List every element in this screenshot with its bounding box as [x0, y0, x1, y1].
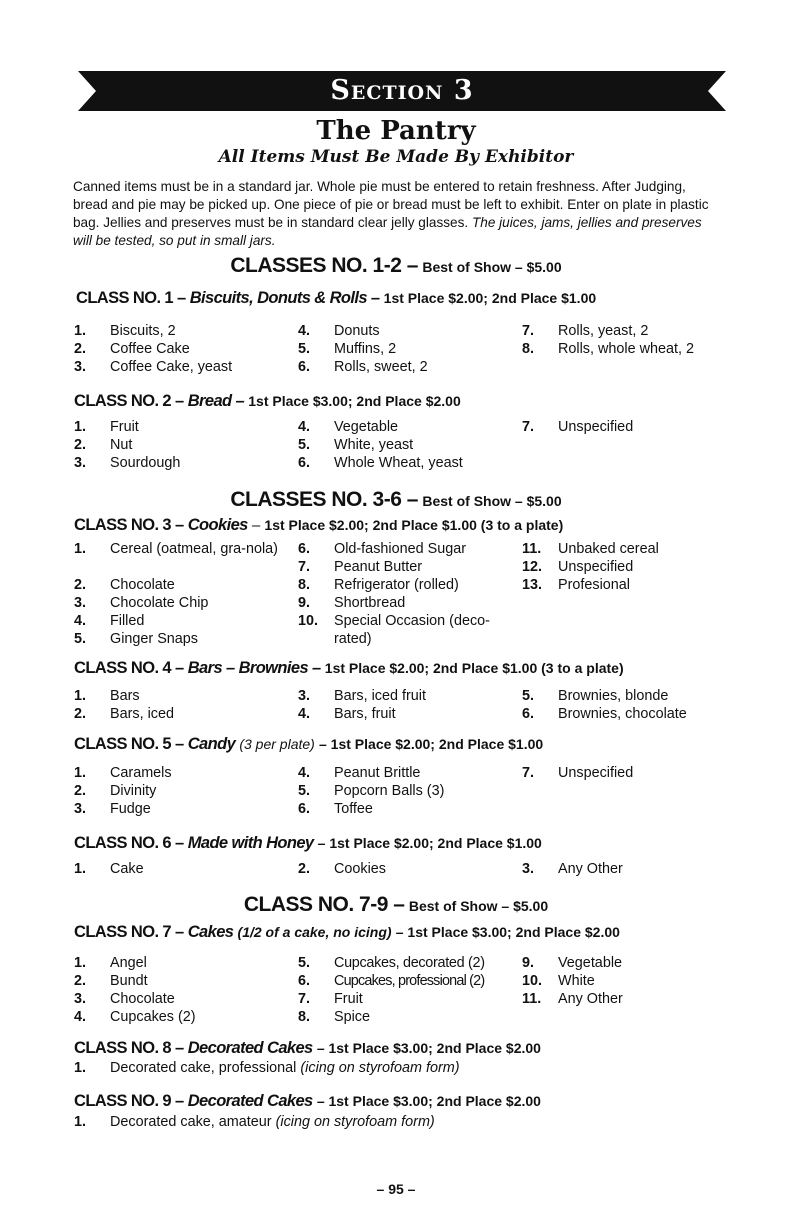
item-label — [110, 1113, 435, 1131]
item-number: 4. — [298, 419, 311, 435]
item-number: 2. — [298, 861, 311, 877]
class-prize: – 1st Place $2.00; 2nd Place $1.00 — [317, 835, 542, 851]
class-header — [74, 516, 563, 535]
item-number: 3. — [522, 861, 535, 877]
item-number: 6. — [298, 359, 311, 375]
class-header — [74, 1039, 541, 1058]
item-label: Vegetable — [558, 955, 623, 971]
item-label: Cupcakes, professional (2) — [334, 973, 485, 989]
item-number: 8. — [298, 1009, 311, 1025]
item-label: Rolls, whole wheat, 2 — [558, 341, 694, 357]
class-prize: 1st Place $2.00; 2nd Place $1.00 (3 to a plate) — [324, 660, 624, 676]
item-label: Biscuits, 2 — [110, 323, 176, 339]
class-name: Decorated Cakes — [187, 1039, 313, 1057]
class-number: CLASS NO. 4 – — [74, 659, 184, 677]
class-number: CLASS NO. 9 – — [74, 1092, 184, 1110]
item-label: Filled — [110, 613, 145, 629]
item-label: Bars, iced fruit — [334, 688, 426, 704]
item-number: 6. — [522, 706, 535, 722]
class-number: CLASS NO. 2 – — [74, 392, 184, 410]
item-text: Decorated cake, amateur — [110, 1114, 276, 1130]
group-best-of-show: Best of Show – $5.00 — [422, 493, 562, 509]
item-label: Bars — [110, 688, 140, 704]
class-header — [74, 923, 620, 942]
intro-italic-text: The juices, jams, jellies and preserves will be tested, so put in small jars. — [73, 215, 702, 248]
class-name: Bars – Brownies – — [187, 659, 321, 677]
class-name: Cakes — [187, 923, 234, 941]
item-number: 3. — [74, 991, 87, 1007]
class-name: Made with Honey — [187, 834, 314, 852]
item-label: Rolls, yeast, 2 — [558, 323, 649, 339]
class-header — [74, 735, 543, 754]
item-label: Angel — [110, 955, 147, 971]
item-number: 3. — [74, 359, 87, 375]
class-note: (3 per plate) — [239, 736, 315, 752]
item-label: Brownies, blonde — [558, 688, 669, 704]
class-prize: – 1st Place $3.00; 2nd Place $2.00 — [316, 1040, 541, 1056]
class-dash: – — [247, 517, 265, 534]
item-label: Cake — [110, 861, 144, 877]
item-number: 4. — [298, 706, 311, 722]
item-number: 1. — [74, 861, 87, 877]
item-label: Chocolate — [110, 577, 175, 593]
item-number: 6. — [298, 973, 311, 989]
group-best-of-show: Best of Show – $5.00 — [408, 898, 549, 914]
class-prize: – 1st Place $2.00; 2nd Place $1.00 — [319, 736, 544, 752]
class-name: Cookies — [187, 516, 248, 534]
item-label: Cupcakes (2) — [110, 1009, 196, 1025]
item-label: Any Other — [558, 861, 623, 877]
group-title: CLASS NO. 7-9 – — [243, 893, 405, 916]
class-number: CLASS NO. 7 – — [74, 923, 184, 941]
item-label: Vegetable — [334, 419, 399, 435]
item-number: 1. — [74, 688, 87, 704]
item-number: 2. — [74, 783, 87, 799]
item-number: 1. — [74, 1114, 87, 1130]
item-label: Bars, fruit — [334, 706, 396, 722]
intro-text: Canned items must be in a standard jar. Whole pie must be entered to retain freshness. After Judging, bread and pie may be picked up. One piece of pie or bread must be left to exhibit. Enter on plate in plastic bag. Jellies and preserves must be in standard clear jelly glasses. — [73, 179, 709, 230]
item-note: (icing on styrofoam form) — [300, 1060, 460, 1076]
class-header — [74, 392, 461, 411]
item-text: Decorated cake, professional — [110, 1060, 301, 1076]
item-number: 8. — [522, 341, 535, 357]
item-number: 12. — [522, 559, 543, 575]
class-number: CLASS NO. 8 – — [74, 1039, 184, 1057]
class-number: CLASS NO. 6 – — [74, 834, 184, 852]
class-number: CLASS NO. 1 – — [76, 289, 186, 307]
item-number: 11. — [522, 541, 542, 557]
class-header — [74, 834, 542, 853]
item-number: 7. — [298, 559, 311, 575]
class-header — [74, 1092, 541, 1111]
item-number: 3. — [74, 455, 87, 471]
item-number: 7. — [298, 991, 311, 1007]
item-number: 13. — [522, 577, 543, 593]
intro-paragraph — [73, 178, 723, 250]
class-number: CLASS NO. 3 – — [74, 516, 184, 534]
group-title: CLASSES NO. 3-6 – — [230, 488, 418, 511]
item-number: 1. — [74, 323, 87, 339]
item-number: 1. — [74, 1060, 87, 1076]
item-label: White — [558, 973, 595, 989]
section-heading: Section 3 — [330, 75, 474, 106]
item-number: 8. — [298, 577, 311, 593]
item-label: Coffee Cake — [110, 341, 190, 357]
item-number: 7. — [522, 419, 535, 435]
item-label: Fudge — [110, 801, 151, 817]
item-number: 6. — [298, 801, 311, 817]
item-label: Unbaked cereal — [558, 541, 659, 557]
item-number: 2. — [74, 437, 87, 453]
item-label: Any Other — [558, 991, 623, 1007]
item-number: 5. — [298, 783, 311, 799]
item-number: 7. — [522, 765, 535, 781]
item-label — [110, 1059, 460, 1077]
section-banner — [78, 71, 726, 111]
item-label: Donuts — [334, 323, 380, 339]
item-number: 2. — [74, 341, 87, 357]
item-label: Chocolate — [110, 991, 175, 1007]
item-number: 6. — [298, 455, 311, 471]
item-label: Peanut Brittle — [334, 765, 421, 781]
item-number: 5. — [298, 955, 311, 971]
class-group-heading — [0, 893, 792, 917]
item-label: White, yeast — [334, 437, 414, 453]
item-number: 4. — [74, 1009, 87, 1025]
item-number: 2. — [74, 577, 87, 593]
item-number: 6. — [298, 541, 311, 557]
item-label: Divinity — [110, 783, 157, 799]
item-label: Caramels — [110, 765, 172, 781]
item-label: Chocolate Chip — [110, 595, 209, 611]
item-label: Nut — [110, 437, 133, 453]
item-number: 2. — [74, 706, 87, 722]
item-label: Coffee Cake, yeast — [110, 359, 233, 375]
class-name: Candy — [187, 735, 236, 753]
page-title: The Pantry — [316, 116, 476, 146]
class-prize: – 1st Place $3.00; 2nd Place $2.00 — [316, 1093, 541, 1109]
item-number: 5. — [522, 688, 535, 704]
item-number: 5. — [298, 341, 311, 357]
class-note: (1/2 of a cake, no icing) — [237, 924, 392, 940]
item-label: Brownies, chocolate — [558, 706, 687, 722]
class-name: Decorated Cakes — [187, 1092, 313, 1110]
item-number: 11. — [522, 991, 542, 1007]
class-header — [74, 659, 624, 678]
item-label: Peanut Butter — [334, 559, 423, 575]
item-label: Cereal (oatmeal, gra-nola) — [110, 541, 278, 557]
item-label: Toffee — [334, 801, 373, 817]
item-label: Shortbread — [334, 595, 406, 611]
item-number: 1. — [74, 765, 87, 781]
item-label: Cookies — [334, 861, 386, 877]
item-number: 4. — [298, 765, 311, 781]
item-label: Rolls, sweet, 2 — [334, 359, 428, 375]
item-number: 9. — [522, 955, 535, 971]
item-number: 9. — [298, 595, 311, 611]
class-prize: 1st Place $3.00; 2nd Place $2.00 — [248, 393, 461, 409]
item-number: 3. — [74, 595, 87, 611]
class-group-heading — [0, 254, 792, 278]
item-label: Cupcakes, decorated (2) — [334, 955, 485, 971]
item-label: Spice — [334, 1009, 370, 1025]
item-label: Unspecified — [558, 419, 634, 435]
item-number: 1. — [74, 541, 87, 557]
item-number: 5. — [74, 631, 87, 647]
item-number: 7. — [522, 323, 535, 339]
item-label: Whole Wheat, yeast — [334, 455, 463, 471]
item-number: 2. — [74, 973, 87, 989]
item-number: 4. — [74, 613, 87, 629]
page-subtitle: All Items Must Be Made By Exhibitor — [218, 147, 574, 167]
class-number: CLASS NO. 5 – — [74, 735, 184, 753]
item-number: 3. — [298, 688, 311, 704]
item-label: Bars, iced — [110, 706, 174, 722]
item-number: 10. — [522, 973, 543, 989]
item-label: Ginger Snaps — [110, 631, 198, 647]
class-prize: 1st Place $2.00; 2nd Place $1.00 (3 to a plate) — [264, 517, 564, 533]
class-name: Bread – — [187, 392, 245, 410]
item-note: (icing on styrofoam form) — [275, 1114, 435, 1130]
item-number: 1. — [74, 955, 87, 971]
item-label: Unspecified — [558, 765, 634, 781]
item-number: 5. — [298, 437, 311, 453]
class-header — [76, 289, 596, 308]
item-number: 1. — [74, 419, 87, 435]
class-prize: 1st Place $2.00; 2nd Place $1.00 — [383, 290, 597, 306]
item-number: 3. — [74, 801, 87, 817]
page-number: – 95 – — [376, 1181, 416, 1197]
group-title: CLASSES NO. 1-2 – — [230, 254, 418, 277]
class-prize: – 1st Place $3.00; 2nd Place $2.00 — [395, 924, 620, 940]
group-best-of-show: Best of Show – $5.00 — [422, 259, 562, 275]
item-label: Old-fashioned Sugar — [334, 541, 466, 557]
item-number: 4. — [298, 323, 311, 339]
class-name: Biscuits, Donuts & Rolls – — [189, 289, 380, 307]
item-label: Fruit — [334, 991, 363, 1007]
item-label: Unspecified — [558, 559, 634, 575]
item-label: Muffins, 2 — [334, 341, 397, 357]
item-label: Sourdough — [110, 455, 181, 471]
item-label: Bundt — [110, 973, 148, 989]
class-group-heading — [0, 488, 792, 512]
item-label: Special Occasion (deco-rated) — [334, 613, 490, 647]
item-label: Refrigerator (rolled) — [334, 577, 459, 593]
item-label: Popcorn Balls (3) — [334, 783, 445, 799]
item-label: Profesional — [558, 577, 630, 593]
item-number: 10. — [298, 613, 319, 629]
item-label: Fruit — [110, 419, 139, 435]
